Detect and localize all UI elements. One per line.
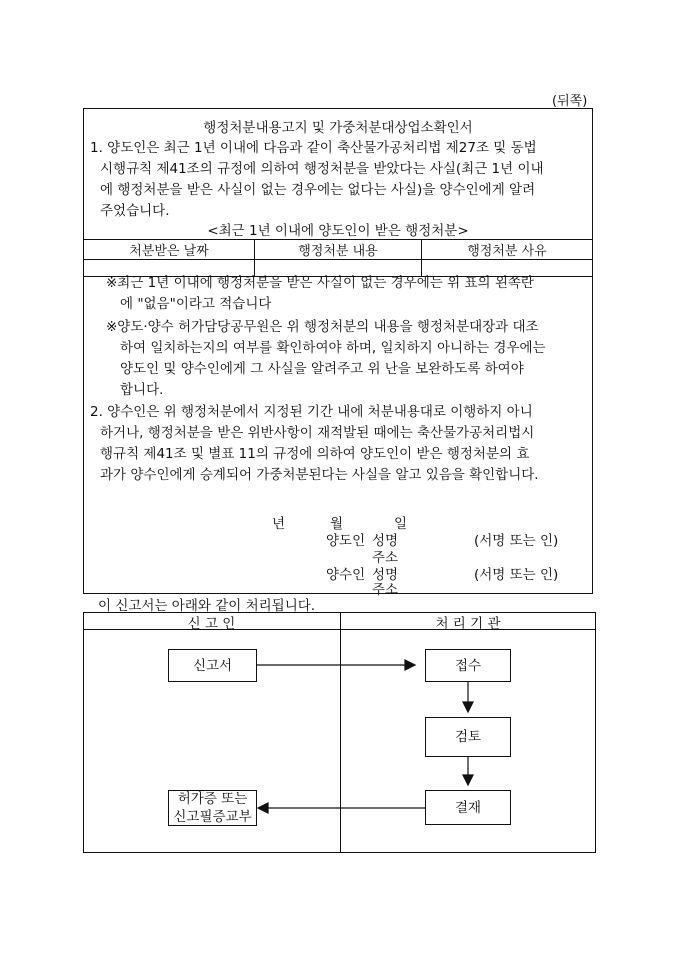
step-issue-line: 허가증 또는 xyxy=(177,791,248,807)
column-applicant: 신 고 인 xyxy=(187,616,236,632)
note-2-line: 합니다. xyxy=(120,382,164,398)
clause-1-line: 에 행정처분을 받은 사실이 없는 경우에는 없다는 사실)을 양수인에게 알려 xyxy=(100,182,536,198)
transferee-address-label: 주소 xyxy=(372,582,399,598)
arrowhead-right-icon xyxy=(405,660,415,670)
note-2-line: 양도인 및 양수인에게 그 사실을 알려주고 위 난을 보완하도록 하여야 xyxy=(120,361,524,377)
arrowhead-down-icon xyxy=(463,702,473,712)
date-month-label: 월 xyxy=(330,516,344,532)
col-header-date: 처분받은 날짜 xyxy=(84,240,255,260)
arrowhead-left-icon xyxy=(258,803,268,813)
clause-1-line: 1. 양도인은 최근 1년 이내에 다음과 같이 축산물가공처리법 제27조 및 동법 xyxy=(90,140,537,156)
transferor-label: 양도인 xyxy=(326,533,366,549)
step-approval: 결재 xyxy=(425,790,511,825)
step-receipt: 접수 xyxy=(425,649,511,682)
note-2-line: ※양도·양수 허가담당공무원은 위 행정처분의 내용을 행정처분대장과 대조 xyxy=(106,319,539,335)
col-header-content: 행정처분 내용 xyxy=(255,240,422,260)
clause-2-line: 과가 양수인에게 승계되어 가중처분된다는 사실을 알고 있음을 확인합니다. xyxy=(100,467,539,483)
step-issue-line: 신고필증교부 xyxy=(173,809,252,825)
page-side-label: (뒤쪽) xyxy=(552,94,588,109)
col-header-reason: 행정처분 사유 xyxy=(422,240,593,260)
clause-2-line: 하거나, 행정처분을 받은 위반사항이 재적발된 때에는 축산물가공처리법시 xyxy=(100,425,535,441)
transferor-name-label: 성명 xyxy=(372,533,399,549)
transferor-address-label: 주소 xyxy=(372,550,399,566)
column-agency: 처 리 기 관 xyxy=(435,616,501,632)
clause-1-line: 주었습니다. xyxy=(100,203,170,219)
form-title: 행정처분내용고지 및 가중처분대상업소확인서 xyxy=(203,120,473,136)
note-1-line: ※최근 1년 이내에 행정처분을 받은 사실이 없는 경우에는 위 표의 왼쪽란 xyxy=(106,275,534,291)
disposition-table-title: <최근 1년 이내에 양도인이 받은 행정처분> xyxy=(207,223,469,239)
date-day-label: 일 xyxy=(394,516,408,532)
clause-1-line: 시행규칙 제41조의 규정에 의하여 행정처분을 받았다는 사실(최근 1년 이내 xyxy=(100,161,544,177)
step-review: 검토 xyxy=(425,717,511,757)
arrowhead-down-icon xyxy=(463,775,473,785)
transferee-signature[interactable]: (서명 또는 인) xyxy=(474,567,559,583)
date-year-label: 년 xyxy=(272,516,286,532)
note-1-line: 에 "없음"이라고 적습니다 xyxy=(120,296,272,312)
note-2-line: 하여 일치하는지의 여부를 확인하여야 하며, 일치하지 아니하는 경우에는 xyxy=(120,340,546,356)
clause-2-line: 2. 양수인은 위 행정처분에서 지정된 기간 내에 처분내용대로 이행하지 아니 xyxy=(90,404,533,420)
transferee-label: 양수인 xyxy=(326,567,366,583)
transferor-signature[interactable]: (서명 또는 인) xyxy=(474,533,559,549)
step-report-form: 신고서 xyxy=(168,649,257,682)
clause-2-line: 행규칙 제41조 및 별표 11의 규정에 의하여 양도인이 받은 행정처분의 효 xyxy=(100,446,530,462)
process-caption: 이 신고서는 아래와 같이 처리됩니다. xyxy=(98,598,316,614)
transferee-name-label: 성명 xyxy=(372,567,399,583)
